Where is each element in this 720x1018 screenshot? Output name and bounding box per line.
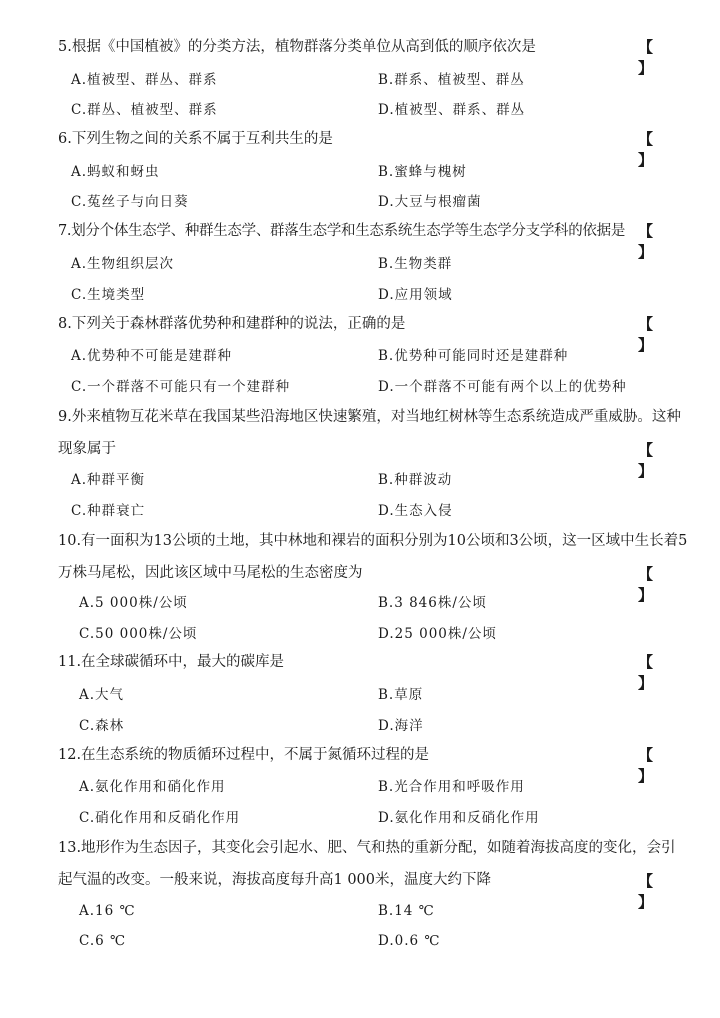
question-stem: 8.下列关于森林群落优势种和建群种的说法，正确的是 [58, 316, 406, 332]
answer-bracket[interactable]: 【 】 [638, 565, 674, 604]
option-a[interactable]: A.大气 [79, 687, 125, 703]
answer-bracket[interactable]: 【 】 [638, 872, 674, 911]
option-b[interactable]: B.生物类群 [378, 256, 453, 272]
answer-bracket[interactable]: 【 】 [638, 653, 674, 692]
option-c[interactable]: C.森林 [79, 718, 125, 734]
option-d[interactable]: D.0.6 ℃ [378, 933, 441, 949]
option-b[interactable]: B.群系、植被型、群丛 [378, 72, 525, 88]
answer-bracket[interactable]: 【 】 [638, 746, 674, 785]
option-a[interactable]: A.16 ℃ [79, 903, 136, 919]
option-b[interactable]: B.草原 [378, 687, 424, 703]
question-stem: 10.有一面积为13公顷的土地，其中林地和裸岩的面积分别为10公顷和3公顷，这一区域中生长着5万株马尾松，因此该区域中马尾松的生态密度为 [58, 533, 688, 581]
option-a[interactable]: A.生物组织层次 [71, 256, 175, 272]
question-stem: 6.下列生物之间的关系不属于互利共生的是 [58, 131, 333, 147]
answer-bracket[interactable]: 【 】 [638, 222, 674, 261]
option-b[interactable]: B.14 ℃ [378, 903, 435, 919]
option-c[interactable]: C.菟丝子与向日葵 [71, 194, 189, 210]
option-d[interactable]: D.海洋 [378, 718, 424, 734]
answer-bracket[interactable]: 【 】 [638, 441, 674, 480]
option-b[interactable]: B.蜜蜂与槐树 [378, 164, 467, 180]
option-b[interactable]: B.种群波动 [378, 472, 453, 488]
option-a[interactable]: A.植被型、群丛、群系 [71, 72, 218, 88]
option-d[interactable]: D.氨化作用和反硝化作用 [378, 810, 540, 826]
question-stem: 9.外来植物互花米草在我国某些沿海地区快速繁殖，对当地红树林等生态系统造成严重威胁。这种现象属于 [58, 409, 681, 457]
question-stem: 5.根据《中国植被》的分类方法，植物群落分类单位从高到低的顺序依次是 [58, 39, 536, 55]
option-c[interactable]: C.硝化作用和反硝化作用 [79, 810, 241, 826]
option-c[interactable]: C.6 ℃ [79, 933, 127, 949]
option-b[interactable]: B.光合作用和呼吸作用 [378, 779, 525, 795]
option-d[interactable]: D.应用领域 [378, 287, 453, 303]
question-stem: 12.在生态系统的物质循环过程中，不属于氮循环过程的是 [58, 747, 430, 763]
answer-bracket[interactable]: 【 】 [638, 38, 674, 77]
question-stem: 7.划分个体生态学、种群生态学、群落生态学和生态系统生态学等生态学分支学科的依据是 [58, 223, 626, 239]
option-a[interactable]: A.种群平衡 [71, 472, 146, 488]
answer-bracket[interactable]: 【 】 [638, 130, 674, 169]
option-c[interactable]: C.一个群落不可能只有一个建群种 [71, 379, 291, 395]
answer-bracket[interactable]: 【 】 [638, 315, 674, 354]
option-a[interactable]: A.蚂蚁和蚜虫 [71, 164, 160, 180]
option-b[interactable]: B.3 846株/公顷 [378, 595, 487, 611]
option-c[interactable]: C.种群衰亡 [71, 503, 146, 519]
option-a[interactable]: A.优势种不可能是建群种 [71, 348, 233, 364]
option-a[interactable]: A.氨化作用和硝化作用 [79, 779, 226, 795]
option-d[interactable]: D.大豆与根瘤菌 [378, 194, 482, 210]
option-c[interactable]: C.群丛、植被型、群系 [71, 102, 218, 118]
option-d[interactable]: D.生态入侵 [378, 503, 453, 519]
question-stem: 13.地形作为生态因子，其变化会引起水、肥、气和热的重新分配，如随着海拔高度的变化，会引起气温的改变。一般来说，海拔高度每升高1 000米，温度大约下降 [58, 840, 676, 888]
option-c[interactable]: C.50 000株/公顷 [79, 626, 198, 642]
option-d[interactable]: D.25 000株/公顷 [378, 626, 497, 642]
option-a[interactable]: A.5 000株/公顷 [79, 595, 188, 611]
question-stem: 11.在全球碳循环中，最大的碳库是 [58, 654, 285, 670]
option-b[interactable]: B.优势种可能同时还是建群种 [378, 348, 569, 364]
option-d[interactable]: D.一个群落不可能有两个以上的优势种 [378, 379, 627, 395]
option-d[interactable]: D.植被型、群系、群丛 [378, 102, 526, 118]
option-c[interactable]: C.生境类型 [71, 287, 146, 303]
